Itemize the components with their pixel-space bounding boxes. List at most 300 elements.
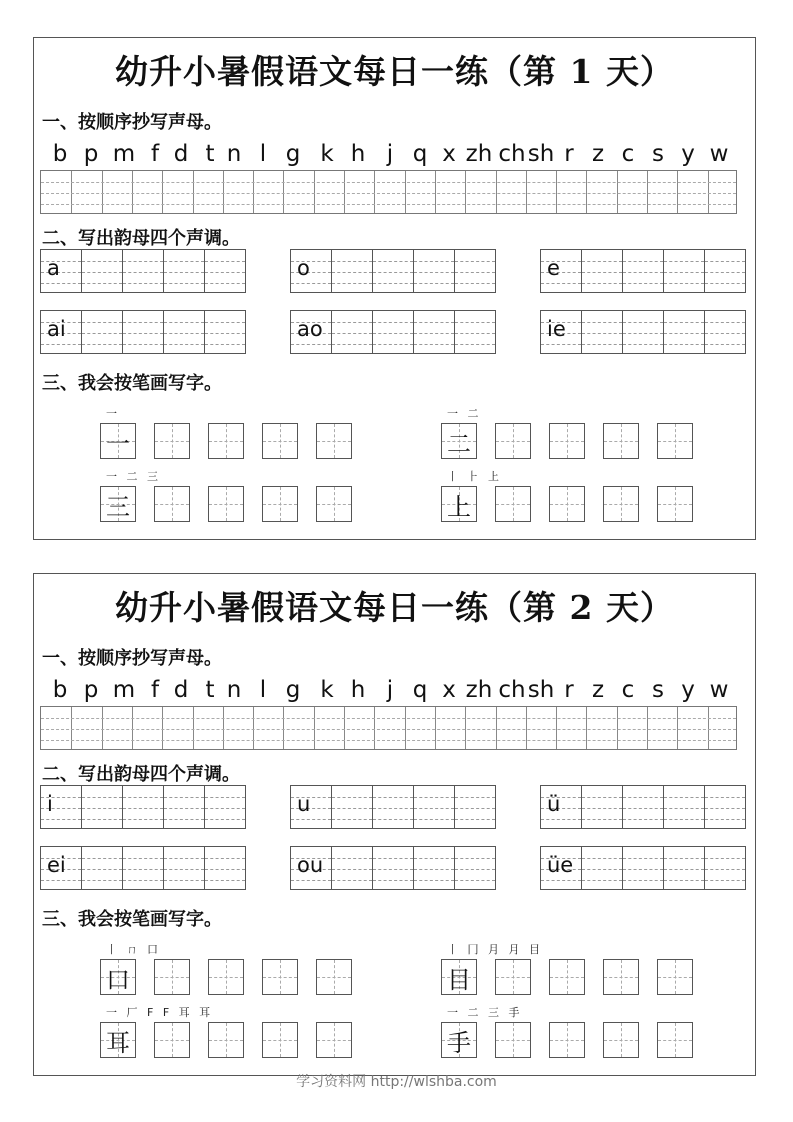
copy-cell[interactable] <box>71 707 101 749</box>
guide-line <box>705 797 745 798</box>
tone-cell[interactable] <box>331 785 373 829</box>
guide-line <box>263 441 297 442</box>
copy-cell[interactable] <box>374 171 404 213</box>
initials-copy-grid[interactable] <box>40 706 737 750</box>
tian-grid-box[interactable] <box>657 423 693 459</box>
tone-cell[interactable] <box>372 310 414 354</box>
copy-cell[interactable] <box>465 707 495 749</box>
tone-cell[interactable] <box>372 249 414 293</box>
final-label-cell[interactable] <box>290 310 332 354</box>
guide-line <box>205 808 245 809</box>
guide-line <box>664 880 704 881</box>
tone-cell[interactable] <box>581 310 623 354</box>
stroke-order: 丨 冂 月 月 目 <box>447 943 543 956</box>
tian-grid-box[interactable] <box>495 1022 531 1058</box>
initial-letter: p <box>83 141 99 167</box>
guide-line <box>455 261 495 262</box>
model-character: 耳 <box>106 1028 130 1057</box>
tian-grid-box[interactable] <box>603 959 639 995</box>
guide-line <box>209 1040 243 1041</box>
tone-cell[interactable] <box>81 846 123 890</box>
guide-line <box>414 869 454 870</box>
guide-line <box>664 808 704 809</box>
guide-line <box>332 333 372 334</box>
tone-cell[interactable] <box>81 785 123 829</box>
copy-cell[interactable] <box>344 707 374 749</box>
tian-grid-box[interactable] <box>603 486 639 522</box>
initial-letter: j <box>386 141 394 167</box>
tone-cell[interactable] <box>331 249 373 293</box>
copy-cell[interactable] <box>283 171 313 213</box>
guide-line <box>41 729 736 730</box>
model-character: 三 <box>106 492 130 521</box>
tone-cell[interactable] <box>454 310 496 354</box>
copy-cell[interactable] <box>647 707 677 749</box>
tian-grid-box[interactable] <box>549 1022 585 1058</box>
tone-cell[interactable] <box>581 785 623 829</box>
copy-cell[interactable] <box>708 171 738 213</box>
guide-line <box>623 344 663 345</box>
tone-cell[interactable] <box>413 785 455 829</box>
tian-grid-box[interactable] <box>316 959 352 995</box>
guide-line <box>664 797 704 798</box>
guide-line <box>373 858 413 859</box>
guide-line <box>414 797 454 798</box>
tone-cell[interactable] <box>122 249 164 293</box>
guide-line <box>41 344 81 345</box>
guide-line <box>123 283 163 284</box>
tone-cell[interactable] <box>331 310 373 354</box>
tone-writing-box[interactable] <box>40 249 246 293</box>
character-practice-row[interactable] <box>100 486 370 522</box>
final-label-cell[interactable] <box>40 846 82 890</box>
initial-letter: k <box>320 141 334 167</box>
guide-line <box>414 344 454 345</box>
tian-grid-box[interactable] <box>603 1022 639 1058</box>
stroke-order: 一 二 <box>447 407 482 420</box>
copy-cell[interactable] <box>435 171 465 213</box>
final-label: e <box>547 256 560 280</box>
guide-line <box>209 977 243 978</box>
model-character-box <box>441 1022 477 1058</box>
tone-cell[interactable] <box>163 249 205 293</box>
final-label: ei <box>47 853 66 877</box>
guide-line <box>205 322 245 323</box>
guide-line <box>164 344 204 345</box>
tian-grid-box[interactable] <box>262 423 298 459</box>
guide-line <box>205 858 245 859</box>
guide-line <box>705 283 745 284</box>
section-heading-initials: 一、按顺序抄写声母。 <box>42 648 222 669</box>
guide-line <box>317 441 351 442</box>
tian-grid-box[interactable] <box>154 423 190 459</box>
tone-cell[interactable] <box>622 310 664 354</box>
tone-cell[interactable] <box>81 249 123 293</box>
tian-grid-box[interactable] <box>208 1022 244 1058</box>
final-label-cell[interactable] <box>290 249 332 293</box>
tone-cell[interactable] <box>163 785 205 829</box>
tone-cell[interactable] <box>122 310 164 354</box>
copy-cell[interactable] <box>344 171 374 213</box>
guide-line <box>123 858 163 859</box>
tone-cell[interactable] <box>704 249 746 293</box>
copy-cell[interactable] <box>708 707 738 749</box>
guide-line <box>291 344 331 345</box>
guide-line <box>332 322 372 323</box>
tone-writing-box[interactable] <box>540 249 746 293</box>
copy-cell[interactable] <box>223 707 253 749</box>
tian-grid-box[interactable] <box>316 423 352 459</box>
guide-line <box>664 261 704 262</box>
copy-cell[interactable] <box>132 707 162 749</box>
guide-line <box>414 261 454 262</box>
tian-grid-box[interactable] <box>549 486 585 522</box>
guide-line <box>582 272 622 273</box>
guide-line <box>291 283 331 284</box>
guide-line <box>164 808 204 809</box>
stroke-order: 丨 ㄇ 口 <box>106 943 161 956</box>
final-label-cell[interactable] <box>40 785 82 829</box>
guide-line <box>205 880 245 881</box>
tone-cell[interactable] <box>663 785 705 829</box>
tone-cell[interactable] <box>581 249 623 293</box>
final-label-cell[interactable] <box>540 846 582 890</box>
final-label: i <box>47 792 53 816</box>
final-label: ai <box>47 317 66 341</box>
guide-line <box>582 283 622 284</box>
guide-line <box>82 808 122 809</box>
tian-grid-box[interactable] <box>154 959 190 995</box>
tian-grid-box[interactable] <box>603 423 639 459</box>
final-label: ie <box>547 317 566 341</box>
guide-line <box>664 333 704 334</box>
character-practice-row[interactable] <box>441 959 711 995</box>
tone-cell[interactable] <box>204 249 246 293</box>
stroke-order: 丨 ⺊ 上 <box>447 470 502 483</box>
initial-letter: n <box>226 677 242 703</box>
guide-line <box>205 819 245 820</box>
tone-writing-box[interactable] <box>540 785 746 829</box>
tian-grid-box[interactable] <box>262 486 298 522</box>
guide-line <box>205 283 245 284</box>
initials-copy-grid[interactable] <box>40 170 737 214</box>
initial-letter: g <box>285 141 301 167</box>
character-practice-row[interactable] <box>441 486 711 522</box>
model-character-box <box>441 423 477 459</box>
guide-line <box>291 819 331 820</box>
guide-line <box>705 272 745 273</box>
tone-writing-box[interactable] <box>290 785 496 829</box>
guide-line <box>541 344 581 345</box>
stroke-order: 一 二 三 <box>106 470 161 483</box>
tian-grid-box[interactable] <box>154 1022 190 1058</box>
guide-line <box>455 819 495 820</box>
guide-line <box>164 261 204 262</box>
copy-cell[interactable] <box>253 171 283 213</box>
model-character-box <box>441 486 477 522</box>
guide-line <box>123 344 163 345</box>
guide-line <box>123 261 163 262</box>
tian-grid-box[interactable] <box>154 486 190 522</box>
tian-grid-box[interactable] <box>495 486 531 522</box>
tone-cell[interactable] <box>204 785 246 829</box>
tone-cell[interactable] <box>454 846 496 890</box>
tone-cell[interactable] <box>622 846 664 890</box>
tian-grid-box[interactable] <box>549 959 585 995</box>
copy-cell[interactable] <box>586 171 616 213</box>
copy-cell[interactable] <box>677 707 707 749</box>
guide-line <box>205 869 245 870</box>
final-label: o <box>297 256 310 280</box>
guide-line <box>604 441 638 442</box>
copy-cell[interactable] <box>253 707 283 749</box>
copy-cell[interactable] <box>526 707 556 749</box>
copy-cell[interactable] <box>102 707 132 749</box>
copy-cell[interactable] <box>41 171 71 213</box>
tone-cell[interactable] <box>704 310 746 354</box>
copy-cell[interactable] <box>677 171 707 213</box>
guide-line <box>496 977 530 978</box>
tone-cell[interactable] <box>163 310 205 354</box>
character-practice-row[interactable] <box>441 1022 711 1058</box>
copy-cell[interactable] <box>647 171 677 213</box>
tone-cell[interactable] <box>454 785 496 829</box>
guide-line <box>496 441 530 442</box>
copy-cell[interactable] <box>465 171 495 213</box>
final-label: ao <box>297 317 323 341</box>
final-label-cell[interactable] <box>540 310 582 354</box>
section-heading-initials: 一、按顺序抄写声母。 <box>42 112 222 133</box>
tian-grid-box[interactable] <box>495 959 531 995</box>
guide-line <box>455 344 495 345</box>
character-practice-row[interactable] <box>441 423 711 459</box>
final-label: ü <box>547 792 561 816</box>
tian-grid-box[interactable] <box>549 423 585 459</box>
copy-cell[interactable] <box>283 707 313 749</box>
guide-line <box>155 504 189 505</box>
guide-line <box>82 858 122 859</box>
initial-letter: w <box>709 141 729 167</box>
guide-line <box>604 504 638 505</box>
copy-cell[interactable] <box>314 171 344 213</box>
initial-letter: zh <box>465 141 493 167</box>
guide-line <box>155 1040 189 1041</box>
tone-cell[interactable] <box>372 846 414 890</box>
initial-letter: w <box>709 677 729 703</box>
guide-line <box>123 880 163 881</box>
tone-writing-box[interactable] <box>540 846 746 890</box>
tone-cell[interactable] <box>204 846 246 890</box>
initial-letter: x <box>442 677 456 703</box>
guide-line <box>623 333 663 334</box>
guide-line <box>705 869 745 870</box>
initial-letter: q <box>412 677 428 703</box>
guide-line <box>414 880 454 881</box>
tian-grid-box[interactable] <box>316 1022 352 1058</box>
copy-cell[interactable] <box>162 707 192 749</box>
final-label-cell[interactable] <box>540 249 582 293</box>
footer-watermark: 学习资料网 http://wlshba.com <box>296 1074 497 1090</box>
guide-line <box>705 322 745 323</box>
final-label: a <box>47 256 60 280</box>
tone-cell[interactable] <box>163 846 205 890</box>
guide-line <box>164 819 204 820</box>
tone-writing-box[interactable] <box>540 310 746 354</box>
initial-letter: l <box>259 141 267 167</box>
copy-cell[interactable] <box>617 171 647 213</box>
tone-cell[interactable] <box>581 846 623 890</box>
tone-cell[interactable] <box>413 846 455 890</box>
copy-cell[interactable] <box>556 171 586 213</box>
final-label: u <box>297 792 311 816</box>
copy-cell[interactable] <box>586 707 616 749</box>
tone-cell[interactable] <box>372 785 414 829</box>
tone-cell[interactable] <box>704 785 746 829</box>
copy-cell[interactable] <box>193 171 223 213</box>
copy-cell[interactable] <box>41 707 71 749</box>
tian-grid-box[interactable] <box>316 486 352 522</box>
guide-line <box>582 858 622 859</box>
guide-line <box>705 344 745 345</box>
guide-line <box>332 283 372 284</box>
tian-grid-box[interactable] <box>657 959 693 995</box>
guide-line <box>705 333 745 334</box>
initial-letter: n <box>226 141 242 167</box>
guide-line <box>332 819 372 820</box>
model-character-box <box>441 959 477 995</box>
copy-cell[interactable] <box>405 707 435 749</box>
initial-letter: d <box>173 141 189 167</box>
tone-cell[interactable] <box>663 846 705 890</box>
guide-line <box>332 808 372 809</box>
final-label-cell[interactable] <box>290 846 332 890</box>
guide-line <box>658 441 692 442</box>
tian-grid-box[interactable] <box>208 423 244 459</box>
guide-line <box>664 272 704 273</box>
guide-line <box>582 819 622 820</box>
character-practice-row[interactable] <box>100 423 370 459</box>
final-label-cell[interactable] <box>40 249 82 293</box>
guide-line <box>373 283 413 284</box>
copy-cell[interactable] <box>102 171 132 213</box>
tone-writing-box[interactable] <box>40 846 246 890</box>
tian-grid-box[interactable] <box>208 959 244 995</box>
tone-cell[interactable] <box>454 249 496 293</box>
guide-line <box>291 880 331 881</box>
guide-line <box>164 322 204 323</box>
tian-grid-box[interactable] <box>657 1022 693 1058</box>
guide-line <box>496 504 530 505</box>
guide-line <box>705 880 745 881</box>
initial-letter: c <box>621 141 635 167</box>
copy-cell[interactable] <box>526 171 556 213</box>
character-practice-row[interactable] <box>100 1022 370 1058</box>
tone-cell[interactable] <box>331 846 373 890</box>
guide-line <box>705 808 745 809</box>
tian-grid-box[interactable] <box>657 486 693 522</box>
copy-cell[interactable] <box>556 707 586 749</box>
character-practice-row[interactable] <box>100 959 370 995</box>
guide-line <box>623 283 663 284</box>
copy-cell[interactable] <box>496 707 526 749</box>
copy-cell[interactable] <box>132 171 162 213</box>
copy-cell[interactable] <box>435 707 465 749</box>
stroke-order: 一 <box>106 407 120 420</box>
initial-letter: r <box>564 141 574 167</box>
tone-cell[interactable] <box>622 249 664 293</box>
guide-line <box>604 1040 638 1041</box>
final-label-cell[interactable] <box>540 785 582 829</box>
guide-line <box>550 504 584 505</box>
initial-letter: h <box>350 141 366 167</box>
copy-cell[interactable] <box>193 707 223 749</box>
guide-line <box>582 344 622 345</box>
section-heading-strokes: 三、我会按笔画写字。 <box>42 373 222 394</box>
tian-grid-box[interactable] <box>208 486 244 522</box>
model-character: 一 <box>106 429 130 458</box>
copy-cell[interactable] <box>617 707 647 749</box>
tone-cell[interactable] <box>81 310 123 354</box>
tone-cell[interactable] <box>122 846 164 890</box>
copy-cell[interactable] <box>162 171 192 213</box>
initial-letter: l <box>259 677 267 703</box>
tian-grid-box[interactable] <box>262 959 298 995</box>
guide-line <box>664 344 704 345</box>
initial-letter: f <box>150 141 160 167</box>
initial-letter: q <box>412 141 428 167</box>
tone-cell[interactable] <box>413 310 455 354</box>
tone-cell[interactable] <box>663 249 705 293</box>
initial-letter: ch <box>498 141 526 167</box>
final-label-cell[interactable] <box>290 785 332 829</box>
initial-letter: d <box>173 677 189 703</box>
copy-cell[interactable] <box>223 171 253 213</box>
copy-cell[interactable] <box>496 171 526 213</box>
guide-line <box>623 869 663 870</box>
tone-cell[interactable] <box>704 846 746 890</box>
final-label-cell[interactable] <box>40 310 82 354</box>
tian-grid-box[interactable] <box>262 1022 298 1058</box>
copy-cell[interactable] <box>71 171 101 213</box>
copy-cell[interactable] <box>314 707 344 749</box>
guide-line <box>664 869 704 870</box>
guide-line <box>263 1040 297 1041</box>
tone-writing-box[interactable] <box>290 310 496 354</box>
tian-grid-box[interactable] <box>495 423 531 459</box>
tone-cell[interactable] <box>663 310 705 354</box>
copy-cell[interactable] <box>405 171 435 213</box>
initial-letter: p <box>83 677 99 703</box>
guide-line <box>82 261 122 262</box>
day-card <box>33 573 756 1076</box>
tone-writing-box[interactable] <box>40 785 246 829</box>
guide-line <box>705 858 745 859</box>
initial-letter: sh <box>527 677 555 703</box>
tone-cell[interactable] <box>204 310 246 354</box>
guide-line <box>82 272 122 273</box>
guide-line <box>658 1040 692 1041</box>
initials-row <box>34 141 734 171</box>
tone-writing-box[interactable] <box>290 249 496 293</box>
tone-cell[interactable] <box>413 249 455 293</box>
tone-writing-box[interactable] <box>290 846 496 890</box>
guide-line <box>705 819 745 820</box>
guide-line <box>455 333 495 334</box>
tone-cell[interactable] <box>622 785 664 829</box>
tone-writing-box[interactable] <box>40 310 246 354</box>
copy-cell[interactable] <box>374 707 404 749</box>
tone-cell[interactable] <box>122 785 164 829</box>
